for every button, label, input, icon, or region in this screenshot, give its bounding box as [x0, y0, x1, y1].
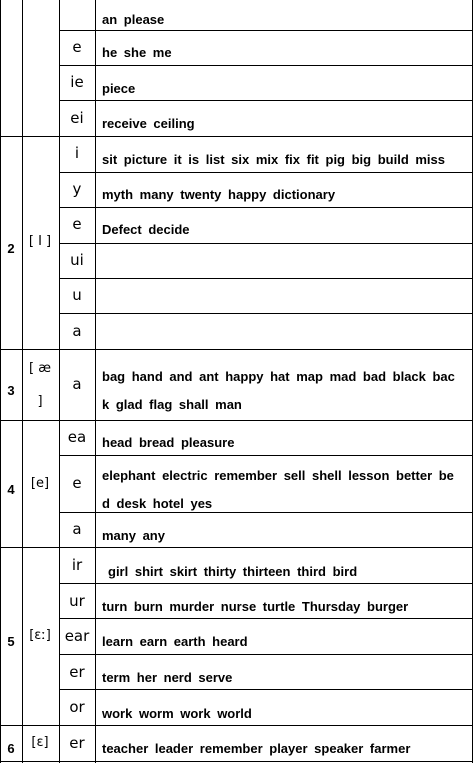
row-divider	[59, 654, 473, 655]
row-number: 6	[7, 741, 15, 756]
row-divider	[59, 618, 473, 619]
row-divider	[0, 136, 473, 137]
row-number: 4	[7, 482, 15, 497]
words-cell: girl shirt skirt thirty thirteen third bird	[108, 564, 358, 579]
row-divider	[59, 583, 473, 584]
spelling-cell: ear	[64, 627, 90, 645]
row-divider	[59, 100, 473, 101]
spelling-cell: e	[72, 215, 82, 233]
words-cell: learn earn earth heard	[102, 634, 248, 649]
row-divider	[59, 65, 473, 66]
spelling-cell: ei	[70, 109, 84, 127]
spelling-cell: ea	[67, 428, 87, 446]
column-divider-spelling	[95, 0, 96, 763]
words-cell: k glad flag shall man	[102, 397, 242, 412]
row-divider	[0, 547, 473, 548]
spelling-cell: or	[69, 698, 85, 716]
spelling-cell: a	[72, 520, 82, 538]
words-cell: he she me	[102, 45, 172, 60]
spelling-cell: er	[69, 663, 85, 681]
words-cell: work worm work world	[102, 706, 252, 721]
words-cell: elephant electric remember sell shell lesson better be	[102, 468, 454, 483]
words-cell: many any	[102, 528, 165, 543]
words-cell: piece	[102, 81, 136, 96]
row-divider	[59, 278, 473, 279]
table-border-right	[472, 0, 473, 763]
row-divider	[59, 455, 473, 456]
column-divider-number	[22, 0, 23, 763]
row-divider	[59, 313, 473, 314]
words-cell: head bread pleasure	[102, 435, 235, 450]
phoneme-cell: [e]	[30, 476, 50, 491]
spelling-cell: a	[72, 322, 82, 340]
spelling-cell: ir	[71, 556, 83, 574]
row-divider	[59, 512, 473, 513]
spelling-cell: ui	[70, 251, 84, 269]
row-divider	[0, 420, 473, 421]
row-divider	[59, 207, 473, 208]
words-cell: myth many twenty happy dictionary	[102, 187, 336, 202]
words-cell: bag hand and ant happy hat map mad bad black bac	[102, 369, 455, 384]
spelling-cell: a	[72, 375, 82, 393]
phoneme-cell: [ɛ]	[31, 735, 49, 750]
spelling-cell: i	[74, 144, 80, 162]
phoneme-cell: [ I ]	[28, 234, 52, 249]
phoneme-cell: [ɛː]	[29, 628, 51, 643]
phoneme-cell: ]	[37, 394, 43, 409]
row-divider	[59, 243, 473, 244]
words-cell: term her nerd serve	[102, 670, 233, 685]
spelling-cell: e	[72, 38, 82, 56]
words-cell: teacher leader remember player speaker farmer	[102, 741, 411, 756]
phoneme-cell: [ æ	[29, 361, 51, 376]
spelling-cell: u	[72, 286, 82, 304]
spelling-cell: ur	[69, 592, 85, 610]
table-border-bottom	[0, 761, 473, 762]
row-divider	[0, 725, 473, 726]
words-cell: an please	[102, 12, 165, 27]
spelling-cell: y	[72, 180, 82, 198]
row-divider	[0, 349, 473, 350]
row-number: 2	[7, 241, 15, 256]
spelling-cell: e	[72, 474, 82, 492]
words-cell: d desk hotel yes	[102, 496, 213, 511]
spelling-cell: ie	[70, 73, 84, 91]
row-number: 5	[7, 634, 15, 649]
words-cell: receive ceiling	[102, 116, 195, 131]
row-divider	[59, 689, 473, 690]
words-cell: Defect decide	[102, 222, 190, 237]
spelling-cell: er	[69, 734, 85, 752]
words-cell: sit picture it is list six mix fix fit pig big build miss	[102, 152, 445, 167]
row-divider	[59, 30, 473, 31]
row-divider	[59, 172, 473, 173]
row-number: 3	[7, 383, 15, 398]
words-cell: turn burn murder nurse turtle Thursday burger	[102, 599, 409, 614]
